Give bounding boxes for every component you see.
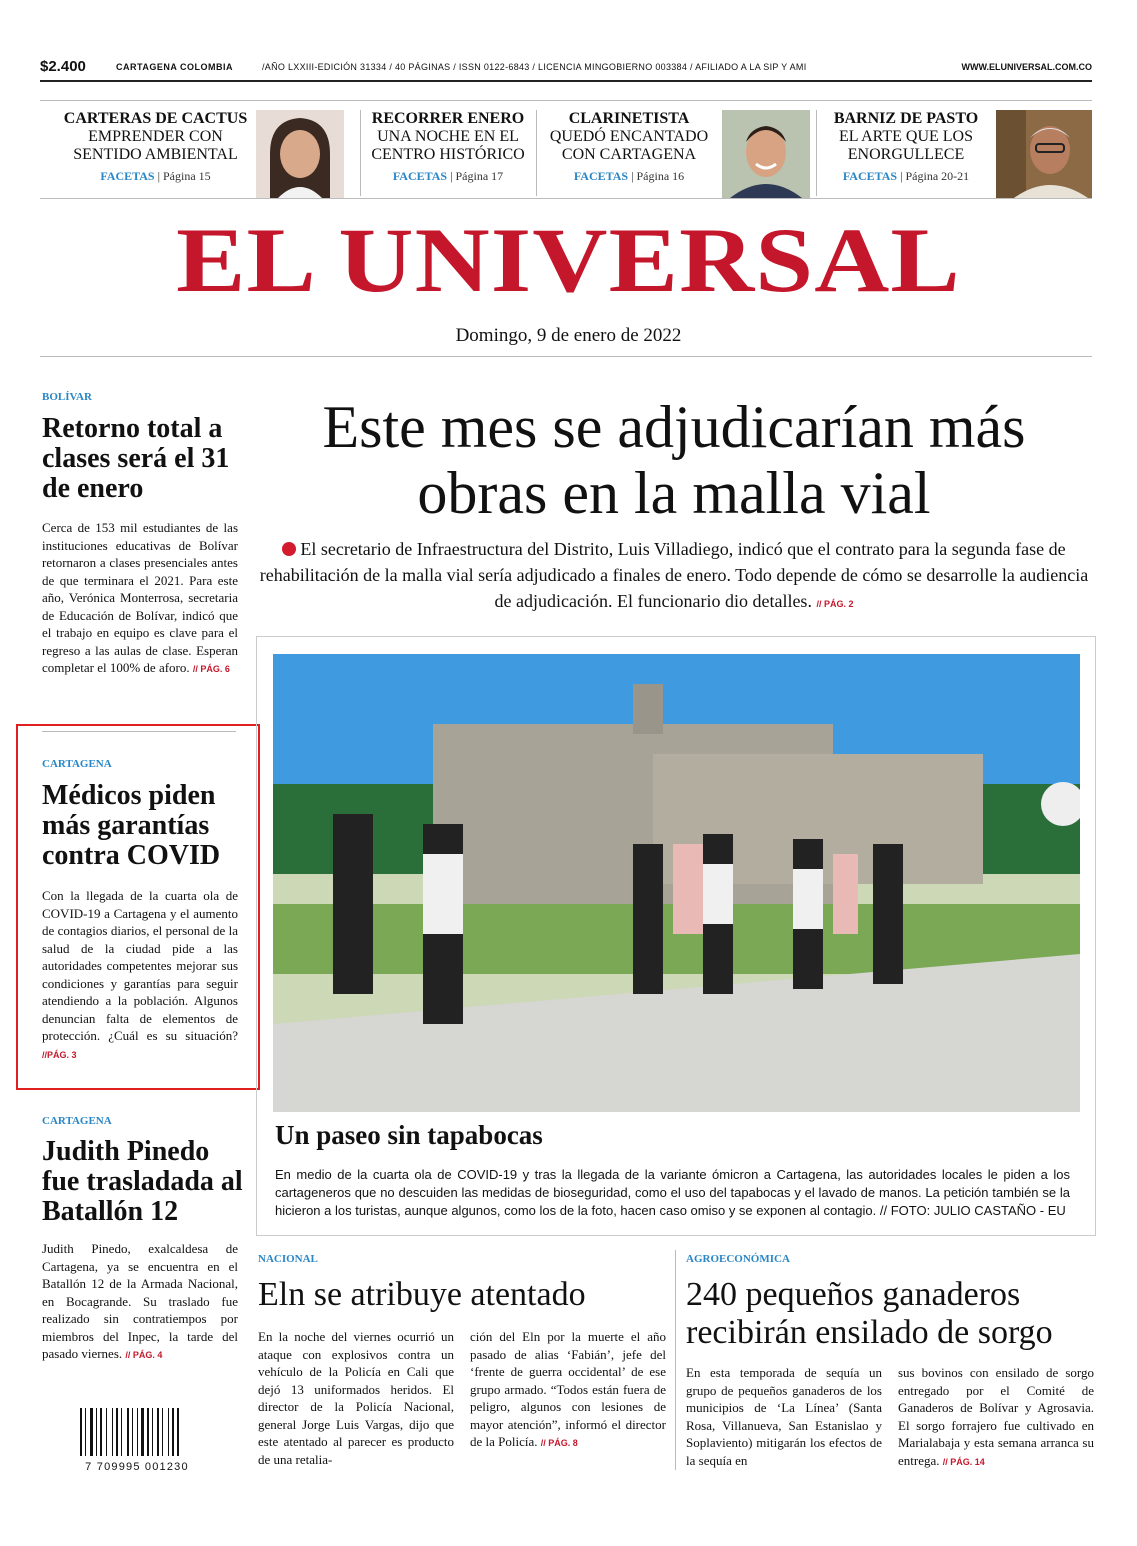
barcode-bar: [168, 1408, 169, 1456]
teaser-title: BARNIZ DE PASTO: [833, 110, 979, 127]
main-headline[interactable]: Este mes se adjudicarían más obras en la malla vial: [322, 394, 1026, 526]
top-bar: [40, 58, 1092, 80]
page-ref[interactable]: // PÁG. 2: [816, 599, 854, 609]
deck-text: El secretario de Infraestructura del Distrito, Luis Villadiego, indicó que el contrato para la segunda fase de rehabilitación de la malla vial sería adjudicado a finales de enero. Todo depende de cómo se desarrolle la audiencia de adjudicación. El funcionario dio detalles.: [259, 539, 1089, 611]
section-label: NACIONAL: [258, 1253, 318, 1265]
main-deck: [256, 536, 1092, 614]
teaser-subtitle: UNA NOCHE EN EL CENTRO HISTÓRICO: [371, 128, 525, 163]
divider: [536, 110, 537, 196]
teaser-section: FACETAS: [392, 169, 448, 183]
teaser-page: | Página 17: [450, 169, 504, 183]
barcode-bar: [137, 1408, 138, 1456]
barcode-bar: [172, 1408, 174, 1456]
teaser-page: | Página 20-21: [900, 169, 970, 183]
barcode-number: 7 709995 001230: [85, 1461, 189, 1473]
story-body: [42, 1240, 238, 1363]
teaser-3[interactable]: [542, 110, 716, 196]
teaser-page: | Página 16: [631, 169, 685, 183]
website-link[interactable]: WWW.ELUNIVERSAL.COM.CO: [961, 62, 1092, 72]
page-ref[interactable]: // PÁG. 6: [192, 664, 230, 674]
story-text: Con la llegada de la cuarta ola de COVID-19 a Cartagena y el aumento de contagios diarios, el personal de la salud de la ciudad pide a las autoridades competentes mejorar sus condiciones y garantías para seguir atendiendo a la población. Algunos denuncian falta de elementos de protección. ¿Cuál es su situación?: [42, 888, 238, 1043]
teaser-subtitle: EL ARTE QUE LOS ENORGULLECE: [839, 128, 973, 163]
teaser-2[interactable]: [364, 110, 532, 196]
divider: [360, 110, 361, 196]
teaser-section: FACETAS: [573, 169, 629, 183]
story-text: ción del Eln por la muerte el año pasado de alias ‘Fabián’, jefe del ‘frente de guerra occidental’ de ese grupo armado. “Todos están fuera de peligro, algunos con lesiones de mayor atención”, informó el director de la Policía.: [470, 1329, 666, 1449]
section-label: CARTAGENA: [42, 758, 112, 770]
barcode-bar: [90, 1408, 93, 1456]
teaser-4[interactable]: [822, 110, 990, 196]
barcode-bar: [100, 1408, 102, 1456]
headline[interactable]: Médicos piden más garantías contra COVID: [42, 780, 221, 871]
teaser-title: CARTERAS DE CACTUS: [63, 110, 248, 127]
barcode-bar: [147, 1408, 149, 1456]
masthead-rule: [40, 356, 1092, 357]
story-body: [42, 519, 238, 677]
teaser-title: RECORRER ENERO: [371, 110, 525, 127]
bullet-icon: [282, 542, 296, 556]
column-1: En esta temporada de sequía un grupo de pequeños ganaderos de los municipios de ‘La Línea’ (Santa Rosa, Villanueva, San Estanislao y Soplaviento) mitigarán los efectos de la sequía en: [686, 1365, 882, 1468]
caption-text: En medio de la cuarta ola de COVID-19 y tras la llegada de la variante ómicron a Cartagena, las autoridades locales le piden a los cartageneros que no descuiden las medidas de bioseguridad, como el uso del tapabocas y el lavado de manos. La petición también se la hicieron a los turistas, aunque algunos, como los de la foto, hacen caso omiso y se exponen al contagio.: [275, 1167, 1070, 1218]
barcode-bar: [132, 1408, 133, 1456]
section-label: CARTAGENA: [42, 1115, 112, 1127]
column-1: En la noche del viernes ocurrió un ataque con explosivos contra un vehículo de la Policía en Cali que dejó 13 uniformados heridos. El director de la Policía Nacional, general Jorge Luis Vargas, dijo que este atentado al parecer es producto de una retalia-: [258, 1329, 454, 1467]
story-body: [42, 887, 238, 1062]
masthead-logo: EL UNIVERSAL: [176, 209, 961, 311]
story-text: sus bovinos con ensilado de sorgo entregado por el Comité de Ganaderos de Bolívar y Agrosavia. El sorgo forrajero fue cultivado en Marialabaja y esta semana arranca su entrega.: [898, 1365, 1094, 1468]
price: $2.400: [40, 58, 86, 75]
teaser-subtitle: EMPRENDER CON SENTIDO AMBIENTAL: [73, 128, 238, 163]
barcode-bar: [152, 1408, 153, 1456]
teaser-3-photo: [722, 110, 810, 198]
main-photo: [273, 654, 1080, 1112]
barcode-bar: [80, 1408, 82, 1456]
page-ref[interactable]: //PÁG. 3: [42, 1049, 77, 1060]
barcode-bar: [157, 1408, 159, 1456]
barcode-bar: [112, 1408, 113, 1456]
section-label: AGROECONÓMICA: [686, 1253, 790, 1265]
column-2: [470, 1328, 666, 1451]
barcode-bars: [78, 1408, 196, 1456]
headline[interactable]: Judith Pinedo fue trasladada al Batallón 12: [42, 1136, 243, 1227]
story-text: Judith Pinedo, exalcaldesa de Cartagena, ya se encuentra en el Batallón 12 de la Armada Nacional, en Bocagrande. Su traslado fue realizado sin contratiempos por miembros del Inpec, la tarde del pasado viernes.: [42, 1241, 238, 1361]
barcode-bar: [141, 1408, 144, 1456]
barcode-bar: [85, 1408, 86, 1456]
teaser-page: | Página 15: [157, 169, 211, 183]
page-ref[interactable]: // PÁG. 8: [540, 1438, 578, 1448]
edition-meta: /AÑO LXXIII-EDICIÓN 31334 / 40 PÁGINAS / ISSN 0122-6843 / LICENCIA MINGOBIERNO 003384 / AFILIADO A LA SIP Y AMI: [262, 62, 807, 72]
teaser-title: CLARINETISTA: [568, 110, 690, 127]
column-2: [898, 1364, 1094, 1469]
page-ref[interactable]: // PÁG. 14: [942, 1456, 985, 1467]
barcode-bar: [127, 1408, 129, 1456]
barcode-bar: [116, 1408, 118, 1456]
divider: [675, 1250, 676, 1470]
teaser-1-photo: [256, 110, 344, 198]
headline[interactable]: Retorno total a clases será el 31 de enero: [42, 413, 230, 504]
teaser-section: FACETAS: [100, 169, 155, 183]
story-text: Cerca de 153 mil estudiantes de las instituciones educativas de Bolívar retornaron a clases presenciales antes de que terminara el 2021. Para este año, Verónica Monterrosa, secretaria de Educación de Bolívar, indicó que el trabajo en equipo es clave para el regreso a las aulas de clase. Esperan completar el 100% de aforo.: [42, 520, 238, 675]
teaser-4-photo: [996, 110, 1092, 198]
teaser-bottom-rule: [40, 198, 1092, 199]
teaser-top-rule: [40, 100, 1092, 101]
photo-headline[interactable]: Un paseo sin tapabocas: [275, 1120, 543, 1150]
teaser-1[interactable]: [58, 110, 253, 196]
headline[interactable]: 240 pequeños ganaderos recibirán ensilado de sorgo: [686, 1276, 1053, 1351]
teaser-section: FACETAS: [842, 169, 898, 183]
divider: [816, 110, 817, 196]
barcode-bar: [177, 1408, 179, 1456]
barcode: [78, 1408, 196, 1473]
page-ref[interactable]: // PÁG. 4: [125, 1350, 163, 1360]
barcode-bar: [106, 1408, 107, 1456]
barcode-bar: [162, 1408, 163, 1456]
top-rule: [40, 80, 1092, 82]
barcode-bar: [121, 1408, 122, 1456]
barcode-bar: [96, 1408, 97, 1456]
photo-caption: [275, 1166, 1070, 1220]
headline[interactable]: Eln se atribuye atentado: [258, 1276, 586, 1313]
photo-credit: // FOTO: JULIO CASTAÑO - EU: [879, 1203, 1066, 1218]
teaser-subtitle: QUEDÓ ENCANTADO CON CARTAGENA: [549, 128, 709, 163]
issue-date: Domingo, 9 de enero de 2022: [455, 325, 682, 346]
section-label: BOLÍVAR: [42, 391, 92, 403]
city: CARTAGENA COLOMBIA: [116, 62, 233, 72]
